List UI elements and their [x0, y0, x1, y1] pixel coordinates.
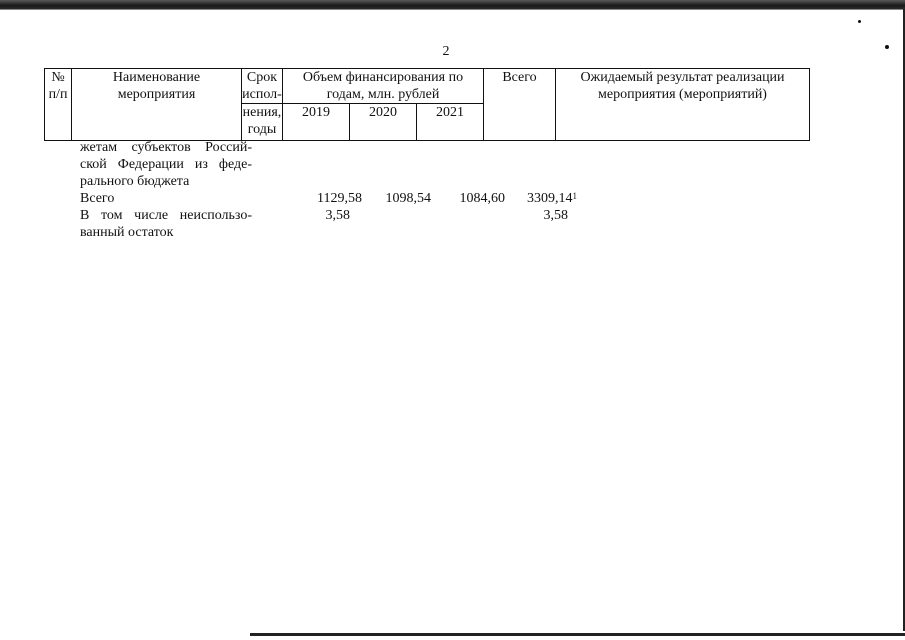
scan-edge-top — [0, 0, 905, 9]
header-col-name: Наименование мероприятия — [72, 69, 242, 141]
row-total-sum: 3309,14$^1$ — [527, 191, 577, 206]
row-total-label: Всего — [80, 191, 115, 206]
row-total-2020: 1098,54 — [385, 191, 431, 206]
row-total-2021: 1084,60 — [459, 191, 505, 206]
footnote-marker: 1 — [572, 191, 577, 201]
table-header — [44, 68, 810, 141]
header-col-result: Ожидаемый результат реализации мероприятия (мероприятий) — [556, 69, 810, 141]
header-col-number: № п/п — [45, 69, 72, 141]
header-year-2020: 2020 — [350, 104, 417, 141]
header-year-2021: 2021 — [417, 104, 484, 141]
row-unused-label: В том числе неиспользо- ванный остаток — [80, 208, 252, 240]
scan-edge-line — [0, 9, 905, 10]
scan-speck — [858, 20, 861, 23]
scan-speck — [885, 45, 889, 49]
header-col-funding: Объем финансирования по годам, млн. рублей — [283, 69, 484, 104]
row-unused-sum: 3,58 — [543, 208, 568, 223]
row-unused-2019: 3,58 — [325, 208, 350, 223]
page-number: 2 — [442, 44, 450, 59]
scan-edge-bottom — [250, 633, 905, 636]
header-year-2019: 2019 — [283, 104, 350, 141]
name-continuation: жетам субъектов Россий- ской Федерации из феде- рального бюджета — [80, 140, 252, 189]
header-col-total: Всего — [484, 69, 556, 141]
row-total-2019: 1129,58 — [317, 191, 362, 206]
header-col-term: Срок испол- нения, годы — [242, 69, 283, 141]
